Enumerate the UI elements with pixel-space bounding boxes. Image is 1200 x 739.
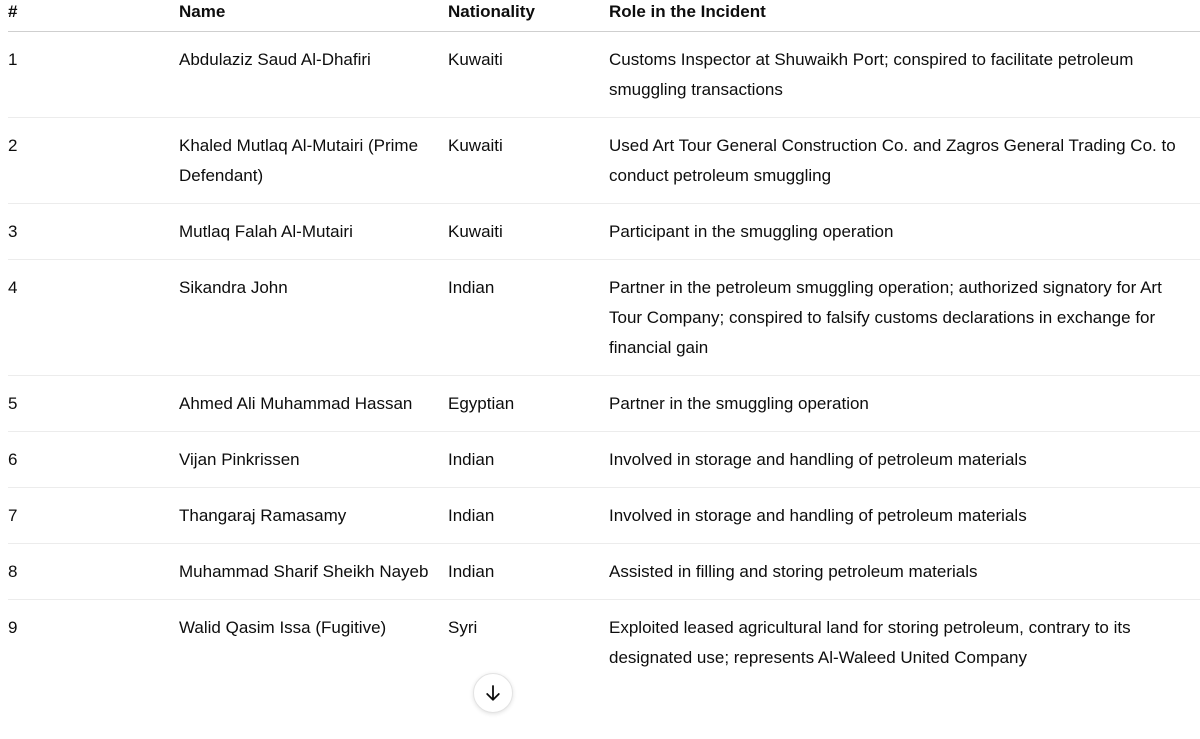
row-name: Ahmed Ali Muhammad Hassan: [179, 376, 448, 432]
row-role: Participant in the smuggling operation: [609, 204, 1200, 260]
row-role: Partner in the smuggling operation: [609, 376, 1200, 432]
row-name: Vijan Pinkrissen: [179, 432, 448, 488]
row-nationality: Kuwaiti: [448, 118, 609, 204]
header-role: Role in the Incident: [609, 0, 1200, 32]
row-name: Khaled Mutlaq Al-Mutairi (Prime Defendant): [179, 118, 448, 204]
defendants-table: [8, 0, 1200, 685]
header-name: Name: [179, 0, 448, 32]
table-header-row: [8, 0, 1200, 32]
row-nationality: Kuwaiti: [448, 204, 609, 260]
row-role: Assisted in filling and storing petroleum materials: [609, 544, 1200, 600]
header-number: #: [8, 0, 179, 32]
row-role: Partner in the petroleum smuggling operation; authorized signatory for Art Tour Company; conspired to falsify customs declarations in exchange for financial gain: [609, 260, 1200, 376]
row-name: Sikandra John: [179, 260, 448, 376]
row-number: 3: [8, 204, 179, 260]
row-number: 6: [8, 432, 179, 488]
table-row: [8, 376, 1200, 432]
row-name: Thangaraj Ramasamy: [179, 488, 448, 544]
row-number: 1: [8, 32, 179, 118]
row-number: 7: [8, 488, 179, 544]
row-role: Used Art Tour General Construction Co. and Zagros General Trading Co. to conduct petroleum smuggling: [609, 118, 1200, 204]
row-name: Abdulaziz Saud Al-Dhafiri: [179, 32, 448, 118]
table-row: [8, 432, 1200, 488]
header-nationality: Nationality: [448, 0, 609, 32]
row-role: Involved in storage and handling of petroleum materials: [609, 488, 1200, 544]
table-row: [8, 204, 1200, 260]
row-nationality: Indian: [448, 488, 609, 544]
defendants-table-container: [8, 0, 1200, 685]
table-row: [8, 600, 1200, 686]
row-name: Mutlaq Falah Al-Mutairi: [179, 204, 448, 260]
row-name: Walid Qasim Issa (Fugitive): [179, 618, 387, 637]
row-nationality: Kuwaiti: [448, 32, 609, 118]
row-number: 4: [8, 260, 179, 376]
row-number: 8: [8, 544, 179, 600]
arrow-down-icon: [483, 683, 503, 703]
row-role: Exploited leased agricultural land for storing petroleum, contrary to its designated use; represents Al-Waleed United Company: [609, 618, 1131, 667]
table-row: [8, 544, 1200, 600]
row-nationality: Syri: [448, 618, 478, 637]
table-row: [8, 260, 1200, 376]
row-role: Involved in storage and handling of petroleum materials: [609, 432, 1200, 488]
row-role: Customs Inspector at Shuwaikh Port; conspired to facilitate petroleum smuggling transactions: [609, 32, 1200, 118]
row-nationality: Egyptian: [448, 376, 609, 432]
scroll-to-bottom-button[interactable]: [473, 673, 513, 713]
table-row: [8, 488, 1200, 544]
row-number: 9: [8, 618, 18, 637]
row-nationality: Indian: [448, 432, 609, 488]
row-name: Muhammad Sharif Sheikh Nayeb: [179, 544, 448, 600]
row-number: 5: [8, 376, 179, 432]
table-row: [8, 118, 1200, 204]
row-nationality: Indian: [448, 544, 609, 600]
row-nationality: Indian: [448, 260, 609, 376]
row-number: 2: [8, 118, 179, 204]
table-row: [8, 32, 1200, 118]
